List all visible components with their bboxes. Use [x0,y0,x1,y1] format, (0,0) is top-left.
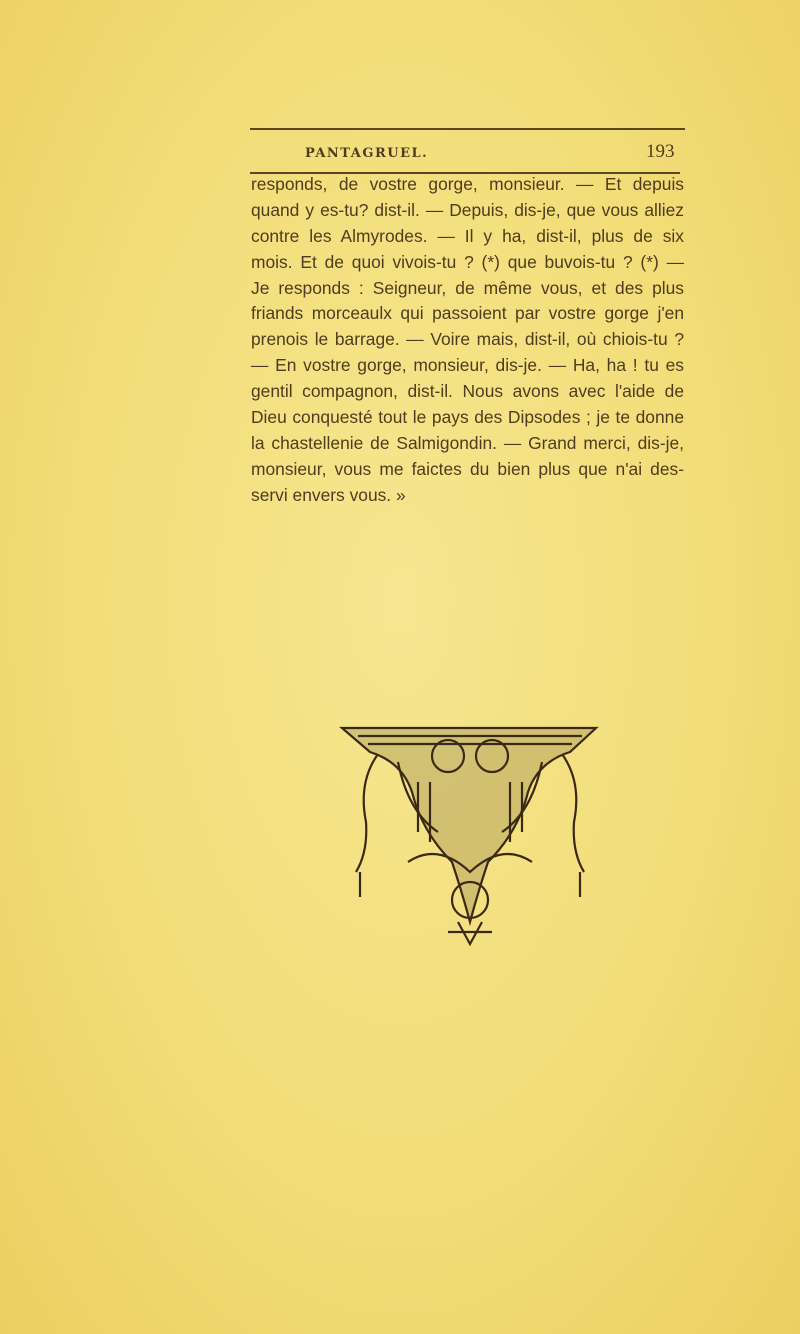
tailpiece-ornament [338,722,602,946]
page-number: 193 [646,141,675,162]
text-line: quand y es-tu? dist-il. — Depuis, dis-je, que vous alliez [251,199,684,220]
text-line: gentil compagnon, dist-il. Nous avons avec l'aide de [251,381,684,402]
text-line: prenois le barrage. — Voire mais, dist-il, où chiois-tu ? [251,329,684,350]
text-line: Dieu conquesté tout le pays des Dipsodes ; je te donne [251,407,684,428]
text-line: monsieur, vous me faictes du bien plus que n'ai des- [251,458,684,479]
text-line: responds, de vostre gorge, monsieur. — Et depuis [251,174,684,194]
text-line: — En vostre gorge, monsieur, dis-je. — Ha, ha ! tu es [251,355,684,376]
text-line: friands morceaulx qui passoient par vostre gorge j'en [251,303,684,324]
text-line: contre les Almyrodes. — Il y ha, dist-il, plus de six [251,225,684,246]
body-text [251,172,684,509]
text-line: Je responds : Seigneur, de même vous, et des plus [251,277,684,298]
text-line: la chastellenie de Salmigondin. — Grand merci, dis-je, [251,432,684,453]
running-head: PANTAGRUEL. [305,146,429,161]
header-rule-top [250,128,685,130]
text-line: servi envers vous. » [251,484,406,505]
text-line: mois. Et de quoi vivois-tu ? (*) que buvois-tu ? (*) — [251,251,684,272]
